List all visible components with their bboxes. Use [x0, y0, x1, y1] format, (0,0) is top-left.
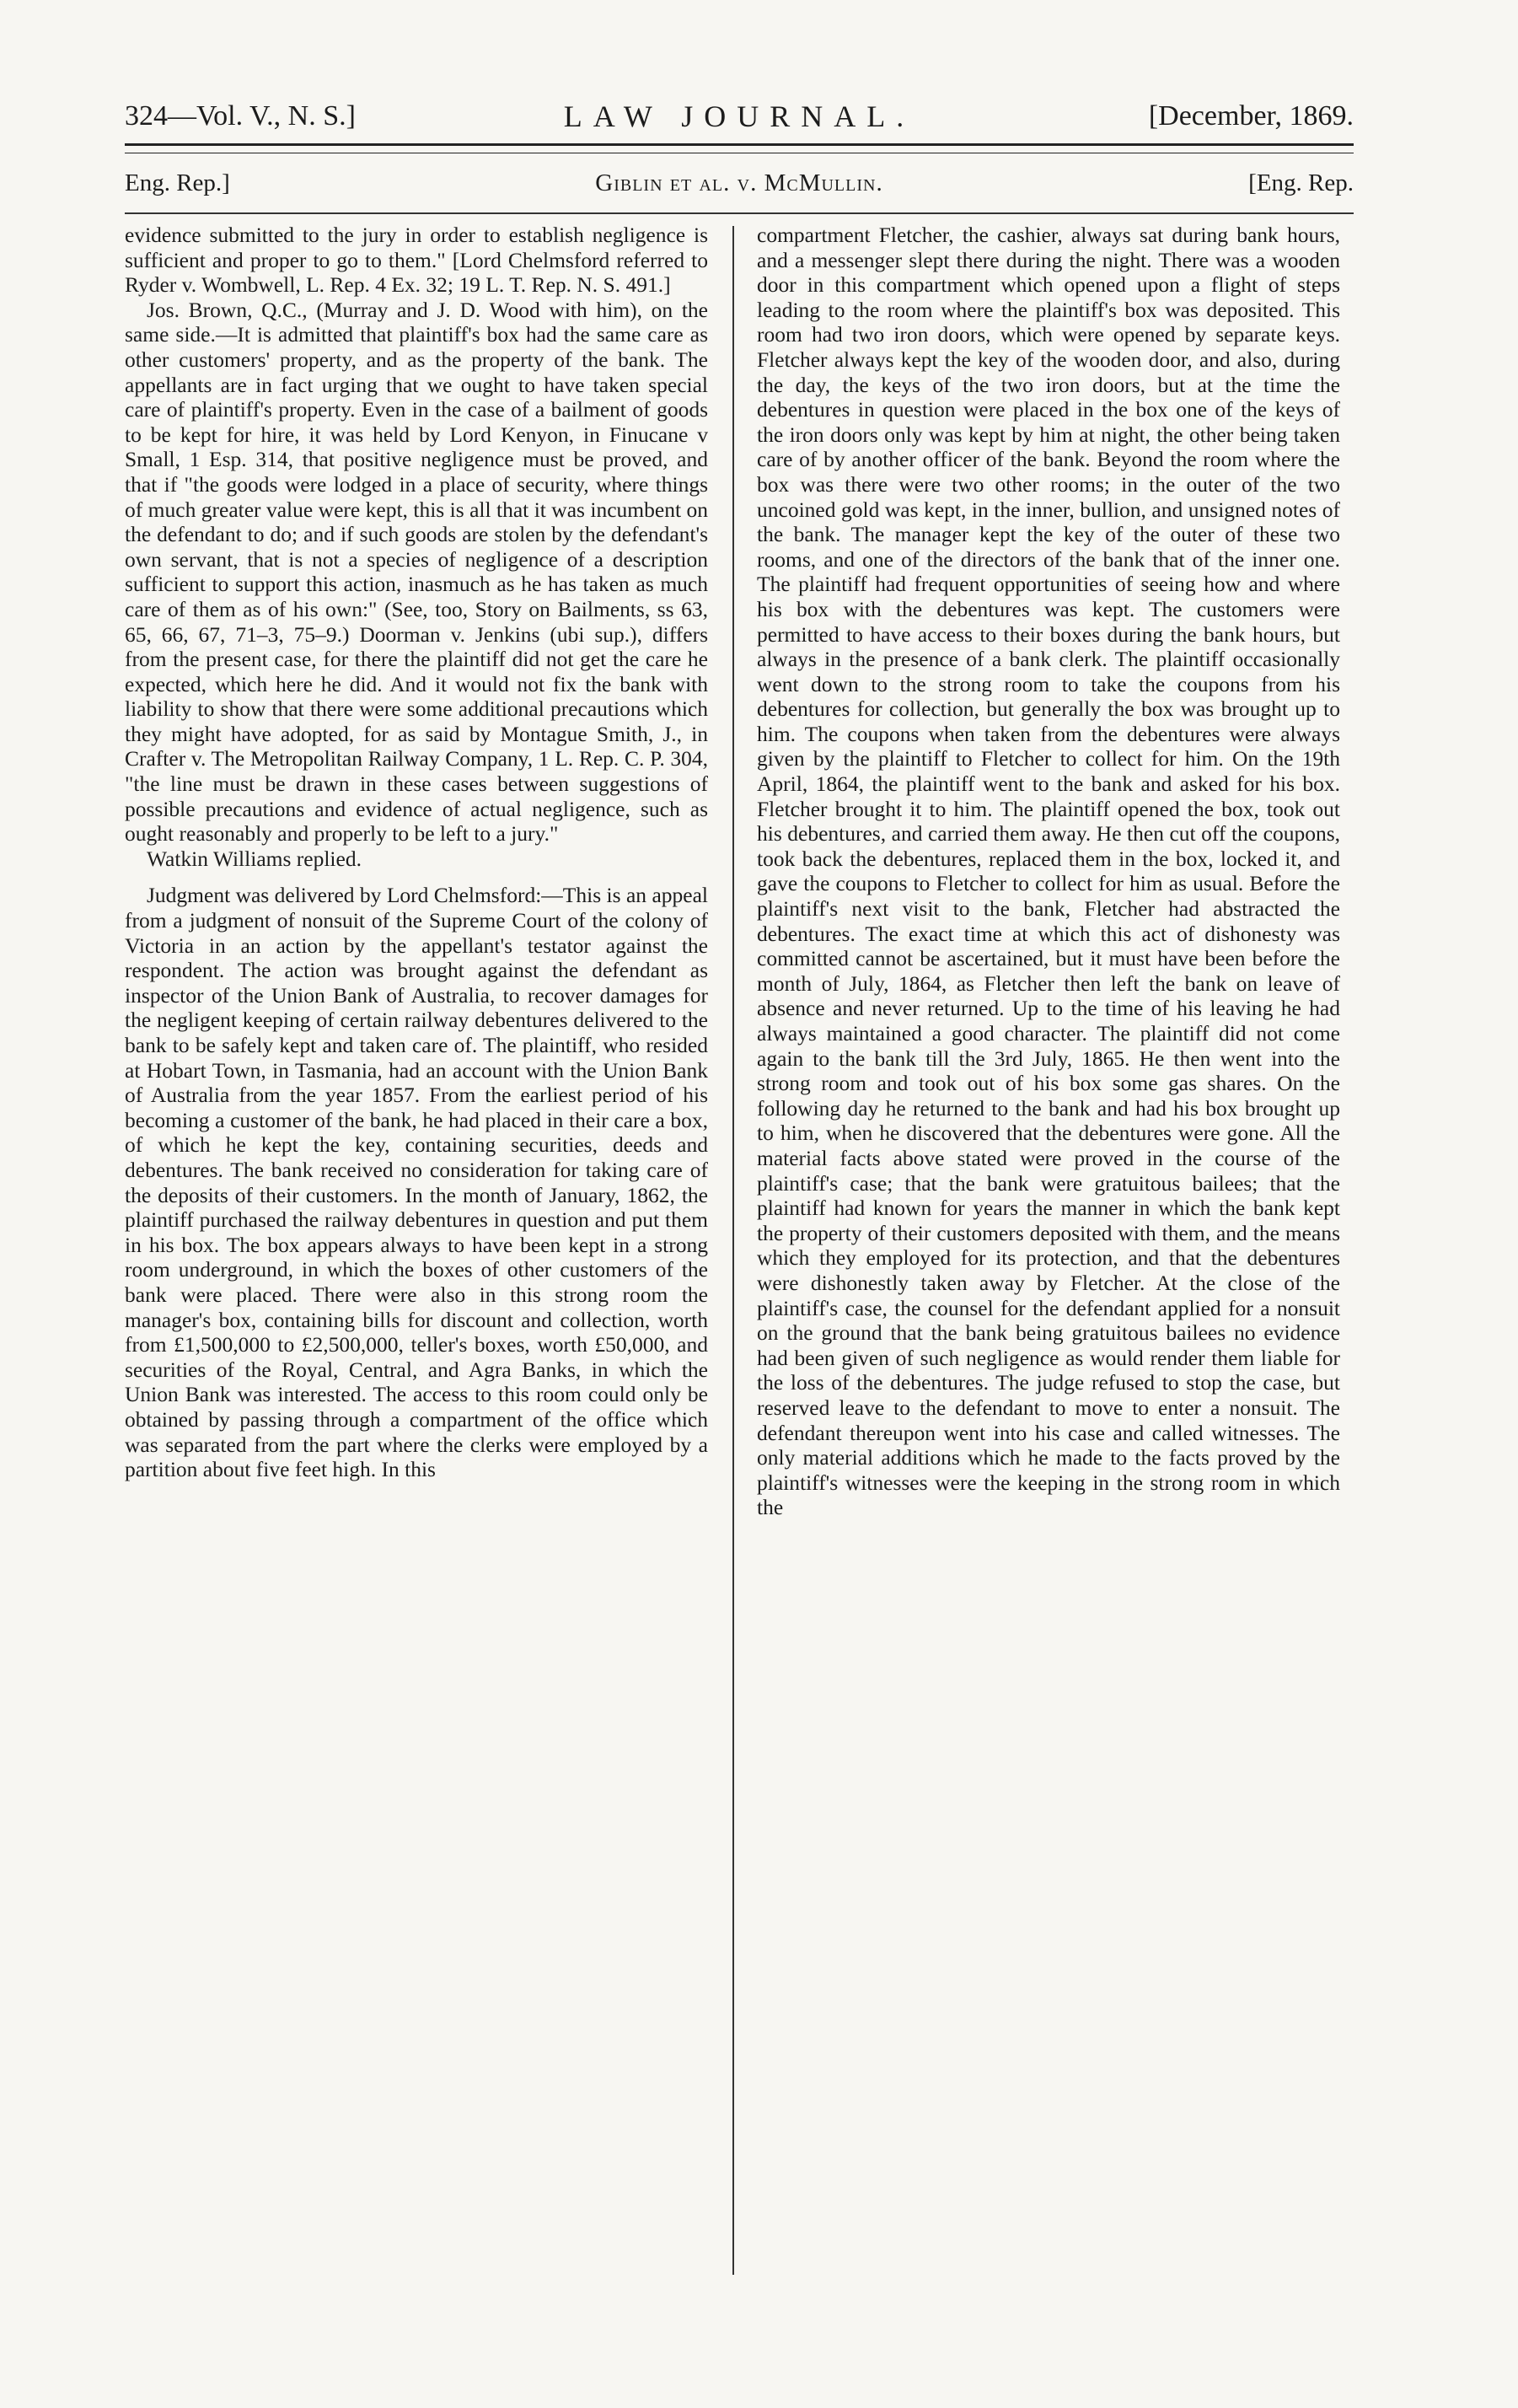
header-double-rule — [125, 143, 1354, 153]
report-label-right: [Eng. Rep. — [1248, 169, 1354, 196]
column-divider — [732, 226, 734, 2275]
running-header — [125, 91, 1354, 142]
paragraph: Jos. Brown, Q.C., (Murray and J. D. Wood with him), on the same side.—It is admitted that plaintiff's box had the same care as other customers' property, and as the property of the bank. The appellants are in fact urging that we ought to have taken special care of plaintiff's property. Even in the case of a bailment of goods to be kept for hire, it was held by Lord Kenyon, in Finucane v Small, 1 Esp. 314, that positive negligence must be proved, and that if "the goods were lodged in a place of security, where things of much greater value were kept, this is all that it was incumbent on the defendant to do; and if such goods are stolen by the defendant's own servant, that is not a species of negligence of a description sufficient to support this action, inasmuch as he has taken as much care of them as of his own:" (See, too, Story on Bailments, ss 63, 65, 66, 67, 71–3, 75–9.) Doorman v. Jenkins (ubi sup.), differs from the present case, for there the plaintiff did not get the care he expected, which here he did. And it would not fix the bank with liability to show that there were some additional precautions which they might have adopted, for as said by Montague Smith, J., in Crafter v. The Metropolitan Railway Company, 1 L. Rep. C. P. 304, "the line must be drawn in these cases between suggestions of possible precautions and evidence of actual negligence, such as ought reasonably and properly to be left to a jury." — [125, 297, 708, 847]
paragraph: evidence submitted to the jury in order to establish negligence is sufficient and proper to go to them." [Lord Chelmsford referred to Ryder v. Wombwell, L. Rep. 4 Ex. 32; 19 L. T. Rep. N. S. 491.] — [125, 223, 708, 298]
left-column — [125, 223, 708, 1482]
right-column — [757, 223, 1340, 1520]
journal-page — [125, 91, 1354, 2334]
case-header — [125, 153, 1354, 212]
journal-title: LAW JOURNAL. — [563, 99, 915, 133]
page-volume: 324—Vol. V., N. S.] — [125, 100, 356, 132]
header-rule — [125, 212, 1354, 214]
report-label-left: Eng. Rep.] — [125, 169, 230, 196]
paragraph: compartment Fletcher, the cashier, always sat during bank hours, and a messenger slept there during the night. There was a wooden door in this compartment which opened upon a flight of steps leading to the room where the plaintiff's box was deposited. This room had two iron doors, which were opened by separate keys. Fletcher always kept the key of the wooden door, and also, during the day, the keys of the two iron doors, but at the time the debentures in question were placed in the box one of the keys of the iron doors only was kept by him at night, the other being taken care of by another officer of the bank. Beyond the room where the box was there were two other rooms; in the outer of the two uncoined gold was kept, in the inner, bullion, and unsigned notes of the bank. The manager kept the key of the outer of these two rooms, and one of the directors of the bank that of the inner one. The plaintiff had frequent opportunities of seeing how and where his box with the debentures was kept. The customers were permitted to have access to their boxes during the bank hours, but always in the presence of a bank clerk. The plaintiff occasionally went down to the strong room to take the coupons from his debentures for collection, but generally the box was brought up to him. The coupons when taken from the debentures were always given by the plaintiff to Fletcher to collect for him. On the 19th April, 1864, the plaintiff went to the bank and asked for his box. Fletcher brought it to him. The plaintiff opened the box, took out his debentures, and carried them away. He then cut off the coupons, took back the debentures, replaced them in the box, locked it, and gave the coupons to Fletcher to collect for him as usual. Before the plaintiff's next visit to the bank, Fletcher had abstracted the debentures. The exact time at which this act of dishonesty was committed cannot be ascertained, but it must have been before the month of July, 1864, as Fletcher then left the bank on leave of absence and never returned. Up to the time of his leaving he had always maintained a good character. The plaintiff did not come again to the bank till the 3rd July, 1865. He then went into the strong room and took out of his box some gas shares. On the following day he returned to the bank and had his box brought up to him, when he discovered that the debentures were gone. All the material facts above stated were proved in the course of the plaintiff's case; that the bank were gratuitous bailees; that the plaintiff had known for years the manner in which the bank kept the property of their customers deposited with them, and the means which they employed for its protection, and that the debentures were dishonestly taken away by Fletcher. At the close of the plaintiff's case, the counsel for the defendant applied for a nonsuit on the ground that the bank being gratuitous bailees no evidence had been given of such negligence as would render them liable for the loss of the debentures. The judge refused to stop the case, but reserved leave to the defendant to move to enter a nonsuit. The defendant thereupon went into his case and called witnesses. The only material additions which he made to the facts proved by the plaintiff's witnesses were the keeping in the strong room in which the — [757, 223, 1340, 1520]
text-columns — [125, 223, 1354, 2330]
case-title: Giblin et al. v. McMullin. — [595, 169, 883, 196]
issue-date: [December, 1869. — [1148, 100, 1354, 132]
paragraph: Watkin Williams replied. — [147, 846, 362, 871]
paragraph: Judgment was delivered by Lord Chelmsford:—This is an appeal from a judgment of nonsuit of the Supreme Court of the colony of Victoria in an action by the appellant's testator against the respondent. The action was brought against the defendant as inspector of the Union Bank of Australia, to recover damages for the negligent keeping of certain railway debentures delivered to the bank to be safely kept and taken care of. The plaintiff, who resided at Hobart Town, in Tasmania, had an account with the Union Bank of Australia from the year 1857. From the earliest period of his becoming a customer of the bank, he had placed in their care a box, of which he kept the key, containing securities, deeds and debentures. The bank received no consideration for taking care of the deposits of their customers. In the month of January, 1862, the plaintiff purchased the railway debentures in question and put them in his box. The box appears always to have been kept in a strong room underground, in which the boxes of other customers of the bank were placed. There were also in this strong room the manager's box, containing bills for discount and collection, worth from £1,500,000 to £2,500,000, teller's boxes, worth £50,000, and securities of the Royal, Central, and Agra Banks, in which the Union Bank was interested. The access to this room could only be obtained by passing through a compartment of the office which was separated from the part where the clerks were employed by a partition about five feet high. In this — [125, 883, 708, 1482]
